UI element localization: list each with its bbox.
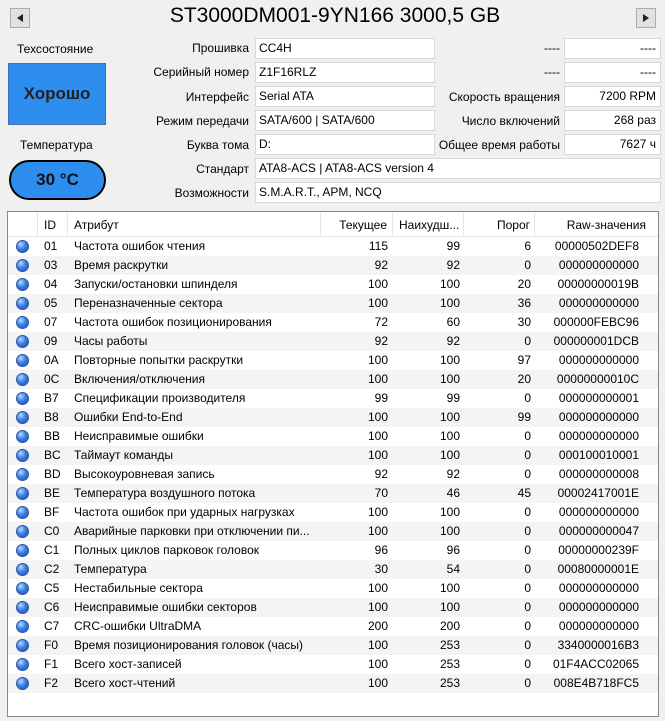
table-row[interactable] bbox=[8, 465, 658, 484]
table-row[interactable] bbox=[8, 617, 658, 636]
cell-raw: 000000000001 bbox=[558, 391, 639, 405]
table-row[interactable] bbox=[8, 427, 658, 446]
cell-attribute: Ошибки End-to-End bbox=[74, 410, 183, 424]
cell-id: F0 bbox=[44, 638, 59, 652]
status-dot-icon bbox=[16, 582, 29, 595]
cell-raw: 00002417001E bbox=[557, 486, 639, 500]
cell-current: 100 bbox=[367, 277, 388, 291]
cell-attribute: Частота ошибок чтения bbox=[74, 239, 206, 253]
cell-current: 100 bbox=[367, 676, 388, 690]
table-row[interactable] bbox=[8, 541, 658, 560]
volume-label: Буква тома bbox=[186, 138, 249, 152]
cell-threshold: 0 bbox=[524, 619, 531, 633]
cell-raw: 00000000019B bbox=[557, 277, 639, 291]
cell-threshold: 0 bbox=[524, 467, 531, 481]
cell-id: 0C bbox=[44, 372, 60, 386]
cell-attribute: Температура bbox=[74, 562, 147, 576]
previous-disk-button[interactable] bbox=[10, 8, 30, 28]
cell-current: 100 bbox=[367, 448, 388, 462]
serial-label: Серийный номер bbox=[153, 65, 249, 79]
power-on-hours-field: 7627 ч bbox=[564, 134, 661, 155]
temperature-badge[interactable]: 30 °C bbox=[9, 160, 106, 200]
cell-id: F2 bbox=[44, 676, 59, 690]
cell-attribute: Включения/отключения bbox=[74, 372, 205, 386]
volume-field: D: bbox=[255, 134, 435, 155]
cell-current: 70 bbox=[374, 486, 388, 500]
cell-id: 05 bbox=[44, 296, 58, 310]
column-header-worst[interactable]: Наихудш... bbox=[393, 212, 464, 237]
unknown-field-1: ---- bbox=[564, 38, 661, 59]
status-dot-icon bbox=[16, 677, 29, 690]
power-on-count-field: 268 раз bbox=[564, 110, 661, 131]
table-row[interactable] bbox=[8, 351, 658, 370]
table-row[interactable] bbox=[8, 579, 658, 598]
cell-raw: 000000000000 bbox=[558, 505, 639, 519]
status-dot-icon bbox=[16, 525, 29, 538]
status-dot-icon bbox=[16, 620, 29, 633]
table-row[interactable] bbox=[8, 294, 658, 313]
cell-worst: 96 bbox=[446, 543, 460, 557]
cell-id: BC bbox=[44, 448, 61, 462]
cell-attribute: Аварийные парковки при отключении пи... bbox=[74, 524, 310, 538]
cell-worst: 92 bbox=[446, 467, 460, 481]
status-dot-icon bbox=[16, 259, 29, 272]
cell-id: 07 bbox=[44, 315, 58, 329]
cell-attribute: Спецификации производителя bbox=[74, 391, 246, 405]
features-label: Возможности bbox=[174, 186, 249, 200]
rotation-speed-field: 7200 RPM bbox=[564, 86, 661, 107]
cell-current: 200 bbox=[367, 619, 388, 633]
cell-threshold: 0 bbox=[524, 334, 531, 348]
cell-attribute: Повторные попытки раскрутки bbox=[74, 353, 244, 367]
table-row[interactable] bbox=[8, 237, 658, 256]
cell-raw: 000000001DCB bbox=[553, 334, 639, 348]
status-dot-icon bbox=[16, 316, 29, 329]
health-status-button[interactable]: Хорошо bbox=[8, 63, 106, 125]
cell-attribute: Часы работы bbox=[74, 334, 148, 348]
cell-id: C2 bbox=[44, 562, 60, 576]
triangle-left-icon bbox=[15, 13, 25, 23]
status-dot-icon bbox=[16, 506, 29, 519]
cell-worst: 92 bbox=[446, 258, 460, 272]
status-dot-icon bbox=[16, 373, 29, 386]
table-row[interactable] bbox=[8, 275, 658, 294]
status-dot-icon bbox=[16, 354, 29, 367]
power-on-count-label: Число включений bbox=[461, 114, 560, 128]
cell-current: 100 bbox=[367, 638, 388, 652]
cell-threshold: 0 bbox=[524, 562, 531, 576]
cell-id: C0 bbox=[44, 524, 60, 538]
table-row[interactable] bbox=[8, 313, 658, 332]
column-header-raw[interactable]: Raw-значения bbox=[566, 218, 646, 232]
status-dot-icon bbox=[16, 563, 29, 576]
interface-label: Интерфейс bbox=[185, 90, 249, 104]
cell-attribute: Запуски/остановки шпинделя bbox=[74, 277, 238, 291]
transfer-mode-field: SATA/600 | SATA/600 bbox=[255, 110, 435, 131]
cell-id: 04 bbox=[44, 277, 58, 291]
next-disk-button[interactable] bbox=[636, 8, 656, 28]
status-dot-icon bbox=[16, 658, 29, 671]
cell-worst: 100 bbox=[439, 448, 460, 462]
cell-id: C5 bbox=[44, 581, 60, 595]
cell-current: 92 bbox=[374, 334, 388, 348]
cell-raw: 000000000000 bbox=[558, 353, 639, 367]
unknown-field-2: ---- bbox=[564, 62, 661, 83]
cell-attribute: Время позиционирования головок (часы) bbox=[74, 638, 304, 652]
status-dot-icon bbox=[16, 335, 29, 348]
rotation-speed-label: Скорость вращения bbox=[448, 90, 560, 104]
cell-threshold: 0 bbox=[524, 429, 531, 443]
cell-raw: 008E4B718FC5 bbox=[553, 676, 639, 690]
cell-raw: 000000000000 bbox=[558, 258, 639, 272]
cell-worst: 54 bbox=[446, 562, 460, 576]
cell-worst: 100 bbox=[439, 410, 460, 424]
cell-worst: 200 bbox=[439, 619, 460, 633]
cell-raw: 000000000047 bbox=[558, 524, 639, 538]
cell-current: 99 bbox=[374, 391, 388, 405]
cell-threshold: 0 bbox=[524, 391, 531, 405]
cell-current: 100 bbox=[367, 353, 388, 367]
cell-worst: 100 bbox=[439, 353, 460, 367]
column-header-attribute[interactable]: Атрибут bbox=[68, 212, 321, 237]
table-row[interactable] bbox=[8, 503, 658, 522]
cell-current: 92 bbox=[374, 467, 388, 481]
cell-worst: 60 bbox=[446, 315, 460, 329]
smart-attributes-table[interactable] bbox=[7, 211, 659, 717]
table-row[interactable] bbox=[8, 560, 658, 579]
cell-raw: 000000FEBC96 bbox=[553, 315, 639, 329]
power-on-hours-label: Общее время работы bbox=[438, 138, 560, 152]
cell-threshold: 97 bbox=[517, 353, 531, 367]
cell-threshold: 0 bbox=[524, 258, 531, 272]
cell-worst: 99 bbox=[446, 391, 460, 405]
status-dot-icon bbox=[16, 487, 29, 500]
cell-id: BD bbox=[44, 467, 61, 481]
cell-worst: 253 bbox=[439, 657, 460, 671]
table-row[interactable] bbox=[8, 674, 658, 693]
cell-threshold: 0 bbox=[524, 524, 531, 538]
table-body bbox=[8, 237, 658, 693]
cell-worst: 99 bbox=[446, 239, 460, 253]
cell-current: 100 bbox=[367, 657, 388, 671]
cell-threshold: 6 bbox=[524, 239, 531, 253]
cell-raw: 000000000000 bbox=[558, 296, 639, 310]
table-row[interactable] bbox=[8, 446, 658, 465]
serial-field: Z1F16RLZ bbox=[255, 62, 435, 83]
cell-threshold: 0 bbox=[524, 543, 531, 557]
cell-threshold: 0 bbox=[524, 600, 531, 614]
cell-raw: 000000000000 bbox=[558, 410, 639, 424]
firmware-label: Прошивка bbox=[192, 41, 249, 55]
column-header-id[interactable]: ID bbox=[38, 212, 68, 237]
health-label: Техсостояние bbox=[17, 42, 94, 56]
cell-current: 100 bbox=[367, 429, 388, 443]
status-dot-icon bbox=[16, 240, 29, 253]
status-dot-icon bbox=[16, 278, 29, 291]
cell-attribute: Всего хост-записей bbox=[74, 657, 182, 671]
status-dot-icon bbox=[16, 544, 29, 557]
transfer-mode-label: Режим передачи bbox=[156, 114, 249, 128]
cell-raw: 00080000001E bbox=[557, 562, 639, 576]
cell-id: 01 bbox=[44, 239, 58, 253]
cell-threshold: 99 bbox=[517, 410, 531, 424]
cell-raw: 01F4ACC02065 bbox=[552, 657, 639, 671]
cell-raw: 000000000000 bbox=[558, 600, 639, 614]
cell-raw: 000000000000 bbox=[558, 619, 639, 633]
cell-current: 72 bbox=[374, 315, 388, 329]
cell-current: 100 bbox=[367, 524, 388, 538]
cell-current: 96 bbox=[374, 543, 388, 557]
cell-attribute: Частота ошибок при ударных нагрузках bbox=[74, 505, 295, 519]
cell-id: 09 bbox=[44, 334, 58, 348]
drive-title: ST3000DM001-9YN166 3000,5 GB bbox=[169, 4, 501, 27]
temperature-label: Температура bbox=[20, 138, 93, 152]
standard-field: ATA8-ACS | ATA8-ACS version 4 bbox=[255, 158, 661, 179]
cell-attribute: Время раскрутки bbox=[74, 258, 169, 272]
cell-id: BF bbox=[44, 505, 60, 519]
cell-attribute: Высокоуровневая запись bbox=[74, 467, 215, 481]
cell-raw: 000100010001 bbox=[558, 448, 639, 462]
cell-id: 0A bbox=[44, 353, 59, 367]
status-dot-icon bbox=[16, 601, 29, 614]
cell-attribute: Неисправимые ошибки секторов bbox=[74, 600, 257, 614]
cell-attribute: Частота ошибок позиционирования bbox=[74, 315, 272, 329]
firmware-field: CC4H bbox=[255, 38, 435, 59]
cell-id: BB bbox=[44, 429, 61, 443]
cell-attribute: CRC-ошибки UltraDMA bbox=[74, 619, 202, 633]
table-row[interactable] bbox=[8, 655, 658, 674]
cell-current: 115 bbox=[368, 239, 388, 253]
cell-current: 100 bbox=[367, 505, 388, 519]
cell-worst: 100 bbox=[439, 372, 460, 386]
cell-raw: 000000000000 bbox=[558, 429, 639, 443]
cell-worst: 253 bbox=[439, 676, 460, 690]
cell-threshold: 45 bbox=[517, 486, 531, 500]
cell-attribute: Переназначенные сектора bbox=[74, 296, 223, 310]
unknown-label-2: ---- bbox=[544, 65, 560, 79]
cell-id: B8 bbox=[44, 410, 59, 424]
cell-raw: 00000502DEF8 bbox=[554, 239, 639, 253]
cell-worst: 100 bbox=[439, 429, 460, 443]
cell-current: 100 bbox=[367, 410, 388, 424]
cell-id: F1 bbox=[44, 657, 59, 671]
cell-threshold: 0 bbox=[524, 676, 531, 690]
cell-current: 30 bbox=[374, 562, 388, 576]
cell-worst: 100 bbox=[439, 524, 460, 538]
column-header-status[interactable] bbox=[8, 212, 38, 237]
cell-current: 100 bbox=[367, 296, 388, 310]
cell-current: 92 bbox=[374, 258, 388, 272]
status-dot-icon bbox=[16, 430, 29, 443]
table-row[interactable] bbox=[8, 389, 658, 408]
table-row[interactable] bbox=[8, 522, 658, 541]
cell-worst: 46 bbox=[446, 486, 460, 500]
cell-threshold: 20 bbox=[517, 277, 531, 291]
cell-raw: 000000000008 bbox=[558, 467, 639, 481]
cell-raw: 00000000239F bbox=[558, 543, 639, 557]
table-row[interactable] bbox=[8, 408, 658, 427]
table-row[interactable] bbox=[8, 370, 658, 389]
cell-current: 100 bbox=[367, 600, 388, 614]
cell-worst: 100 bbox=[439, 600, 460, 614]
cell-id: C7 bbox=[44, 619, 60, 633]
cell-worst: 100 bbox=[439, 277, 460, 291]
column-header-threshold[interactable]: Порог bbox=[464, 212, 535, 237]
cell-raw: 000000000000 bbox=[558, 581, 639, 595]
status-dot-icon bbox=[16, 639, 29, 652]
cell-threshold: 0 bbox=[524, 581, 531, 595]
cell-threshold: 30 bbox=[517, 315, 531, 329]
triangle-right-icon bbox=[641, 13, 651, 23]
cell-threshold: 0 bbox=[524, 448, 531, 462]
status-dot-icon bbox=[16, 468, 29, 481]
cell-current: 100 bbox=[367, 372, 388, 386]
cell-id: C6 bbox=[44, 600, 60, 614]
cell-id: C1 bbox=[44, 543, 60, 557]
unknown-label-1: ---- bbox=[544, 41, 560, 55]
table-header bbox=[8, 212, 658, 237]
status-dot-icon bbox=[16, 449, 29, 462]
cell-attribute: Температура воздушного потока bbox=[74, 486, 256, 500]
cell-threshold: 0 bbox=[524, 638, 531, 652]
cell-id: BE bbox=[44, 486, 61, 500]
cell-worst: 100 bbox=[439, 581, 460, 595]
standard-label: Стандарт bbox=[196, 162, 249, 176]
cell-attribute: Таймаут команды bbox=[74, 448, 174, 462]
table-row[interactable] bbox=[8, 598, 658, 617]
status-dot-icon bbox=[16, 411, 29, 424]
cell-attribute: Неисправимые ошибки bbox=[74, 429, 204, 443]
cell-threshold: 0 bbox=[524, 657, 531, 671]
cell-worst: 100 bbox=[439, 296, 460, 310]
cell-threshold: 36 bbox=[517, 296, 531, 310]
cell-worst: 100 bbox=[439, 505, 460, 519]
cell-worst: 92 bbox=[446, 334, 460, 348]
cell-id: B7 bbox=[44, 391, 59, 405]
cell-raw: 3340000016B3 bbox=[557, 638, 639, 652]
features-field: S.M.A.R.T., APM, NCQ bbox=[255, 182, 661, 203]
table-row[interactable] bbox=[8, 256, 658, 275]
cell-id: 03 bbox=[44, 258, 58, 272]
table-row[interactable] bbox=[8, 636, 658, 655]
cell-threshold: 20 bbox=[517, 372, 531, 386]
cell-attribute: Всего хост-чтений bbox=[74, 676, 176, 690]
cell-threshold: 0 bbox=[524, 505, 531, 519]
status-dot-icon bbox=[16, 297, 29, 310]
cell-current: 100 bbox=[367, 581, 388, 595]
table-row[interactable] bbox=[8, 484, 658, 503]
column-header-current[interactable]: Текущее bbox=[321, 212, 393, 237]
status-dot-icon bbox=[16, 392, 29, 405]
cell-raw: 00000000010C bbox=[556, 372, 639, 386]
cell-attribute: Нестабильные сектора bbox=[74, 581, 203, 595]
interface-field: Serial ATA bbox=[255, 86, 435, 107]
cell-attribute: Полных циклов парковок головок bbox=[74, 543, 260, 557]
table-row[interactable] bbox=[8, 332, 658, 351]
cell-worst: 253 bbox=[439, 638, 460, 652]
